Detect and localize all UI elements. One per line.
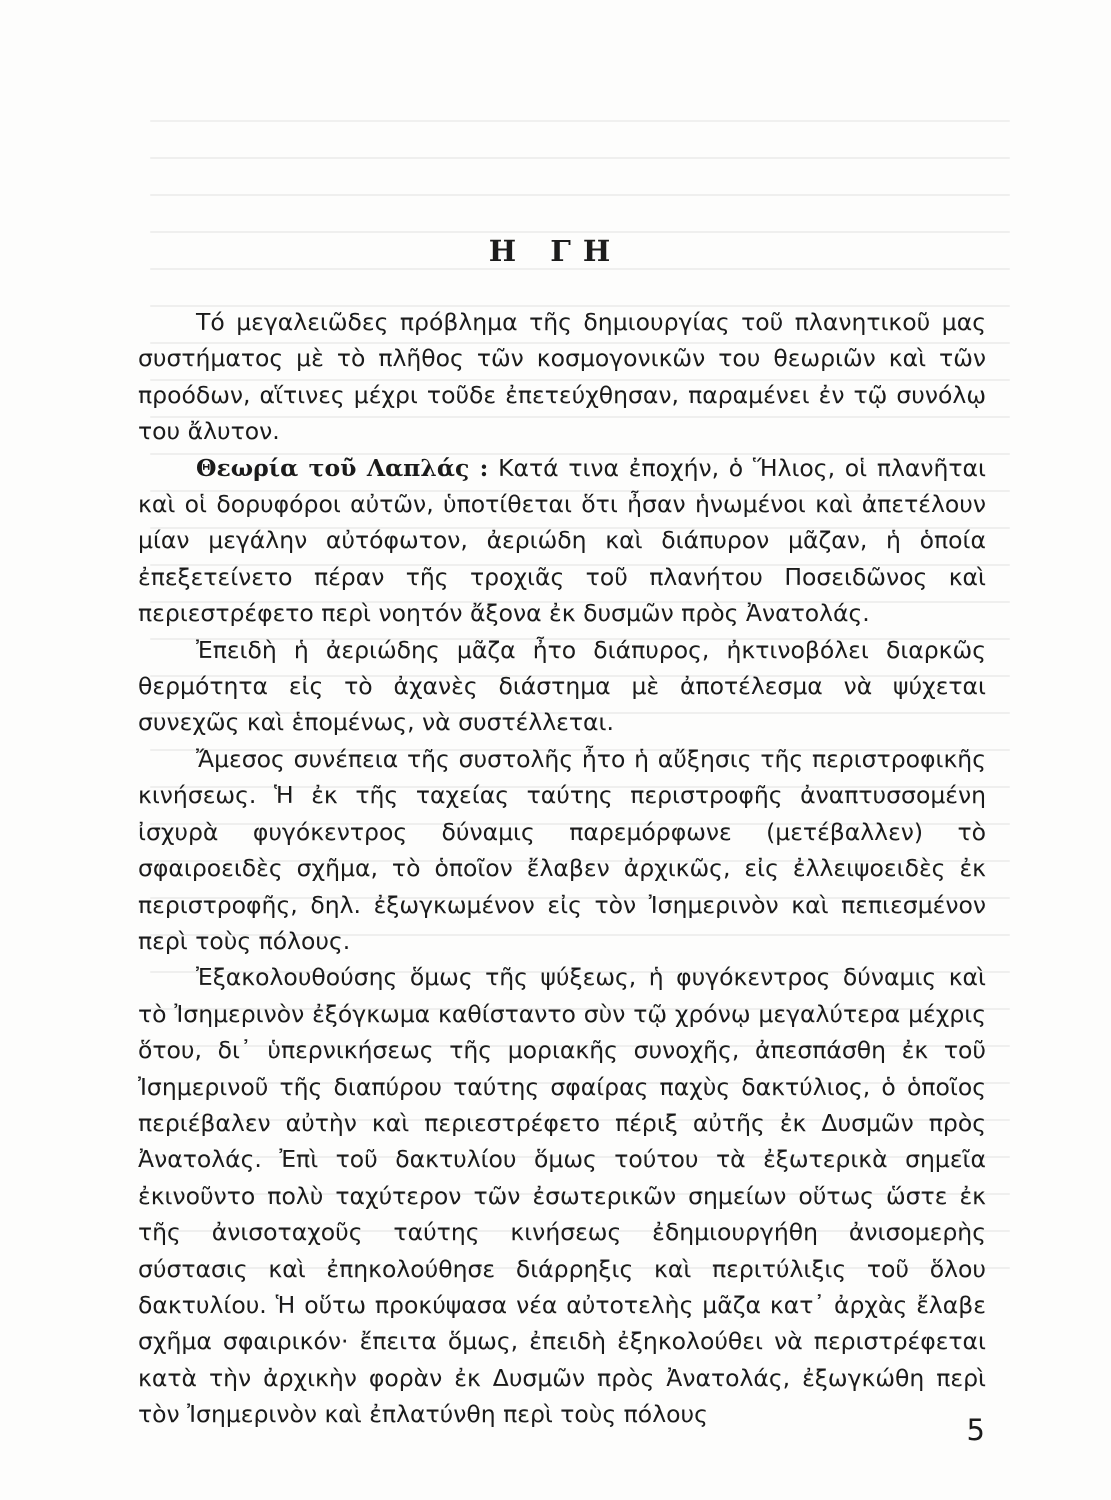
paragraph-1 — [138, 304, 986, 450]
paragraph-5 — [138, 959, 986, 1432]
paragraph-3-text: Ἐπειδὴ ἡ ἀεριώδης μᾶζα ἦτο διάπυρος, ἠκτινοβόλει διαρκῶς θερμότητα εἰς τὸ ἀχανὲς διάστημα μὲ ἀποτέλεσμα νὰ ψύχεται συνεχῶς καὶ ἑπομένως, νὰ συστέλλεται. — [138, 635, 986, 737]
paragraph-5-text: Ἐξακολουθούσης ὅμως τῆς ψύξεως, ἡ φυγόκεντρος δύναμις καὶ τὸ Ἰσημερινὸν ἐξόγκωμα καθίσταντο σὺν τῷ χρόνῳ μεγαλύτερα μέχρις ὅτου, δι᾽ ὑπερνικήσεως τῆς μοριακῆς συνοχῆς, ἀπεσπάσθη ἐκ τοῦ Ἰσημερινοῦ τῆς διαπύρου ταύτης σφαίρας παχὺς δακτύλιος, ὁ ὁποῖος περιέβαλεν αὐτὴν καὶ περιεστρέφετο πέριξ αὐτῆς ἐκ Δυσμῶν πρὸς Ἀνατολάς. Ἐπὶ τοῦ δακτυλίου ὅμως τούτου τὰ ἐξωτερικὰ σημεῖα ἐκινοῦντο πολὺ ταχύτερον τῶν ἐσωτερικῶν σημείων οὕτως ὥστε ἐκ τῆς ἀνισοταχοῦς ταύτης κινήσεως ἐδημιουργήθη ἀνισομερὴς σύστασις καὶ ἐπηκολούθησε διάρρηξις καὶ περιτύλιξις τοῦ ὅλου δακτυλίου. Ἡ οὕτω προκύψασα νέα αὐτοτελὴς μᾶζα κατ᾽ ἀρχὰς ἔλαβε σχῆμα σφαιρικόν· ἔπειτα ὅμως, ἐπειδὴ ἐξηκολούθει νὰ περιστρέφεται κατὰ τὴν ἀρχικὴν φορὰν ἐκ Δυσμῶν πρὸς Ἀνατολάς, ἐξωγκώθη περὶ τὸν Ἰσημερινὸν καὶ ἐπλατύνθη περὶ τοὺς πόλους — [138, 963, 986, 1429]
body-text — [138, 304, 986, 1433]
chapter-title: Η ΓΗ — [488, 234, 623, 268]
paragraph-4 — [138, 741, 986, 959]
page-number: 5 — [966, 1413, 985, 1447]
paragraph-1-text: Τό μεγαλειῶδες πρόβλημα τῆς δημιουργίας τοῦ πλανητικοῦ μας συστήματος μὲ τὸ πλῆθος τῶν κοσμογονικῶν του θεωριῶν καὶ τῶν προόδων, αἵτινες μέχρι τοῦδε ἐπετεύχθησαν, παραμένει ἐν τῷ συνόλῳ του ἄλυτον. — [138, 308, 986, 446]
section-heading-laplace: Θεωρία τοῦ Λαπλάς : — [196, 453, 489, 482]
paragraph-2 — [138, 450, 986, 632]
paragraph-4-text: Ἄμεσος συνέπεια τῆς συστολῆς ἦτο ἡ αὔξησις τῆς περιστροφικῆς κινήσεως. Ἡ ἐκ τῆς ταχείας ταύτης περιστροφῆς ἀναπτυσσομένη ἰσχυρὰ φυγόκεντρος δύναμις παρεμόρφωνε (μετέβαλλεν) τὸ σφαιροειδὲς σχῆμα, τὸ ὁποῖον ἔλαβεν ἀρχικῶς, εἰς ἐλλειψοειδὲς ἐκ περιστροφῆς, δηλ. ἐξωγκωμένον εἰς τὸν Ἰσημερινὸν καὶ πεπιεσμένον περὶ τοὺς πόλους. — [138, 744, 986, 955]
paragraph-2-text: Κατά τινα ἐποχήν, ὁ Ἥλιος, οἱ πλανῆται καὶ οἱ δορυφόροι αὐτῶν, ὑποτίθεται ὅτι ἦσαν ἡνωμένοι καὶ ἀπετέλουν μίαν μεγάλην αὐτόφωτον, ἀεριώδη καὶ διάπυρον μᾶζαν, ἡ ὁποία ἐπεξετείνετο πέραν τῆς τροχιᾶς τοῦ πλανήτου Ποσειδῶνος καὶ περιεστρέφετο περὶ νοητόν ἄξονα ἐκ δυσμῶν πρὸς Ἀνατολάς. — [138, 453, 986, 628]
paragraph-3 — [138, 632, 986, 741]
